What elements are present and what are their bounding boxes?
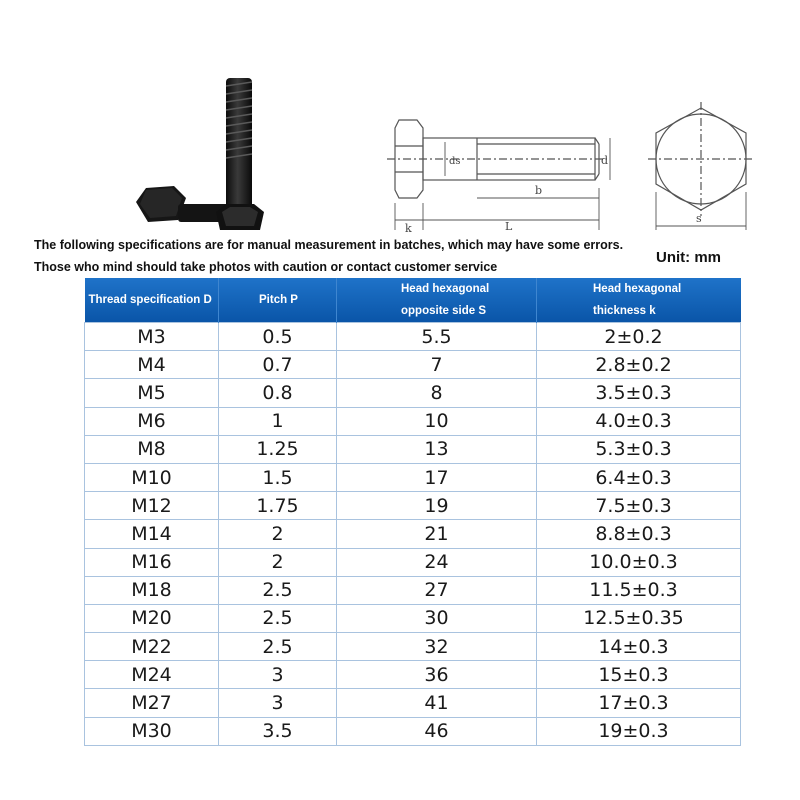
table-row [85,351,741,379]
head-thickness-cell: 2±0.2 [537,323,741,351]
thread-spec-cell: M16 [85,548,219,576]
pitch-cell: 3.5 [219,717,337,745]
s-label: s [696,212,702,225]
table-row [85,576,741,604]
head-thickness-cell: 12.5±0.35 [537,604,741,632]
disclaimer-line-1: The following specifications are for manual measurement in batches, which may have some errors. [34,238,624,252]
head-thickness-cell: 15±0.3 [537,661,741,689]
pitch-cell: 2 [219,548,337,576]
head-thickness-cell: 7.5±0.3 [537,492,741,520]
header-head-thickness: Head hexagonal thickness k [537,278,741,323]
thread-spec-cell: M12 [85,492,219,520]
opposite-side-cell: 7 [337,351,537,379]
opposite-side-cell: 36 [337,661,537,689]
head-thickness-cell: 19±0.3 [537,717,741,745]
pitch-cell: 2.5 [219,633,337,661]
thread-spec-cell: M4 [85,351,219,379]
head-thickness-cell: 17±0.3 [537,689,741,717]
pitch-cell: 3 [219,689,337,717]
ds-label: ds [449,156,461,167]
opposite-side-cell: 46 [337,717,537,745]
head-thickness-cell: 3.5±0.3 [537,379,741,407]
opposite-side-cell: 5.5 [337,323,537,351]
thread-spec-cell: M18 [85,576,219,604]
header-opposite-side: Head hexagonal opposite side S [337,278,537,323]
table-row [85,604,741,632]
pitch-cell: 0.8 [219,379,337,407]
k-label: k [405,222,412,235]
pitch-cell: 1.5 [219,463,337,491]
head-thickness-cell: 2.8±0.2 [537,351,741,379]
table-row [85,492,741,520]
thread-spec-cell: M6 [85,407,219,435]
table-row [85,435,741,463]
pitch-cell: 2.5 [219,576,337,604]
pitch-cell: 1.25 [219,435,337,463]
head-thickness-cell: 6.4±0.3 [537,463,741,491]
thread-spec-cell: M27 [85,689,219,717]
pitch-cell: 1 [219,407,337,435]
opposite-side-cell: 13 [337,435,537,463]
pitch-cell: 0.7 [219,351,337,379]
table-row [85,520,741,548]
opposite-side-cell: 27 [337,576,537,604]
table-row [85,323,741,351]
spec-table-header [85,278,741,323]
opposite-side-cell: 21 [337,520,537,548]
thread-spec-cell: M5 [85,379,219,407]
opposite-side-cell: 32 [337,633,537,661]
thread-spec-cell: M30 [85,717,219,745]
pitch-cell: 2.5 [219,604,337,632]
pitch-cell: 0.5 [219,323,337,351]
table-row [85,379,741,407]
opposite-side-cell: 19 [337,492,537,520]
d-label: d [601,154,609,167]
opposite-side-cell: 24 [337,548,537,576]
table-row [85,661,741,689]
table-row [85,717,741,745]
thread-spec-cell: M10 [85,463,219,491]
thread-spec-cell: M3 [85,323,219,351]
thread-spec-cell: M22 [85,633,219,661]
pitch-cell: 2 [219,520,337,548]
L-label: L [505,220,513,233]
opposite-side-cell: 17 [337,463,537,491]
thread-spec-cell: M14 [85,520,219,548]
opposite-side-cell: 10 [337,407,537,435]
opposite-side-cell: 30 [337,604,537,632]
b-label: b [535,184,543,197]
header-thread-spec: Thread specification D [85,278,219,323]
head-thickness-cell: 11.5±0.3 [537,576,741,604]
thread-spec-cell: M20 [85,604,219,632]
head-thickness-cell: 14±0.3 [537,633,741,661]
table-row [85,463,741,491]
table-row [85,407,741,435]
head-thickness-cell: 4.0±0.3 [537,407,741,435]
opposite-side-cell: 8 [337,379,537,407]
disclaimer-line-2: Those who mind should take photos with caution or contact customer service [34,260,498,274]
bolt-photo [130,70,300,240]
head-thickness-cell: 8.8±0.3 [537,520,741,548]
pitch-cell: 1.75 [219,492,337,520]
unit-label: Unit: mm [656,249,721,266]
bolt-dimension-drawing [385,108,615,238]
table-row [85,689,741,717]
table-row [85,633,741,661]
spec-table [84,278,741,746]
head-thickness-cell: 5.3±0.3 [537,435,741,463]
header-pitch: Pitch P [219,278,337,323]
thread-spec-cell: M24 [85,661,219,689]
hex-end-view [636,100,766,240]
thread-spec-cell: M8 [85,435,219,463]
opposite-side-cell: 41 [337,689,537,717]
table-row [85,548,741,576]
pitch-cell: 3 [219,661,337,689]
head-thickness-cell: 10.0±0.3 [537,548,741,576]
